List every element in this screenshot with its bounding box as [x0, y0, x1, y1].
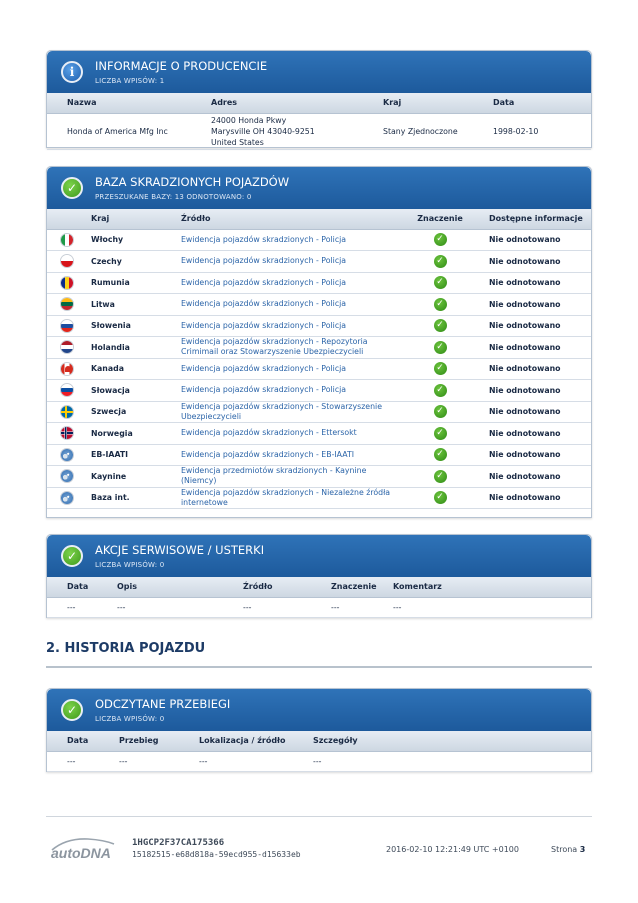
check-icon: ✓	[434, 405, 447, 418]
info-text: Nie odnotowano	[485, 294, 591, 316]
check-icon: ✓	[434, 470, 447, 483]
producer-address	[207, 113, 379, 149]
check-circle-icon: ✓	[61, 699, 83, 721]
source-text: Ewidencja pojazdów skradzionych - Policja	[177, 251, 395, 273]
source-text: Ewidencja pojazdów skradzionych - EB-IAATI	[177, 444, 395, 466]
mileage-location: ---	[195, 751, 309, 771]
stolen-panel	[46, 166, 592, 518]
check-icon: ✓	[434, 233, 447, 246]
col-header-date: Data	[47, 577, 113, 597]
col-header-comment: Komentarz	[389, 577, 591, 597]
col-header-source: Źródło	[177, 209, 395, 229]
footer-report-id: 15182515-e68d818a-59ecd955-d15633eb	[132, 850, 301, 859]
producer-panel-header	[47, 51, 591, 93]
check-icon: ✓	[434, 362, 447, 375]
col-header-country: Kraj	[379, 93, 489, 113]
producer-panel-subtitle: LICZBA WPISÓW: 1	[95, 77, 165, 85]
mileage-value: ---	[115, 751, 195, 771]
stolen-table	[47, 209, 591, 509]
source-text: Ewidencja pojazdów skradzionych - Policja	[177, 229, 395, 251]
flag-cell	[47, 315, 87, 337]
col-header-name: Nazwa	[47, 93, 207, 113]
footer-divider	[46, 816, 592, 817]
flag-cell	[47, 251, 87, 273]
significance-cell	[395, 272, 485, 294]
col-header-details: Szczegóły	[309, 731, 591, 751]
country-name: Szwecja	[87, 401, 177, 423]
table-row	[47, 229, 591, 251]
info-text: Nie odnotowano	[485, 251, 591, 273]
country-name: Kanada	[87, 358, 177, 380]
info-text: Nie odnotowano	[485, 358, 591, 380]
recall-description: ---	[113, 597, 239, 617]
flag-cell	[47, 401, 87, 423]
table-row	[47, 315, 591, 337]
flag-cell	[47, 444, 87, 466]
country-name: Słowenia	[87, 315, 177, 337]
source-text: Ewidencja pojazdów skradzionych - Stowarzyszenie Ubezpieczycieli	[177, 401, 395, 423]
producer-date: 1998-02-10	[489, 113, 591, 149]
significance-cell	[395, 251, 485, 273]
recalls-panel-subtitle: LICZBA WPISÓW: 0	[95, 561, 165, 569]
country-name: Holandia	[87, 337, 177, 359]
check-icon: ✓	[434, 319, 447, 332]
table-row	[47, 251, 591, 273]
country-name: Słowacja	[87, 380, 177, 402]
table-row	[47, 423, 591, 445]
mileage-table	[47, 731, 591, 772]
flag-cz-icon	[60, 254, 74, 268]
source-text: Ewidencja pojazdów skradzionych - Policja	[177, 272, 395, 294]
check-icon: ✓	[434, 491, 447, 504]
check-circle-icon: ✓	[61, 545, 83, 567]
col-header-mileage: Przebieg	[115, 731, 195, 751]
table-row	[47, 597, 591, 617]
significance-cell	[395, 444, 485, 466]
significance-cell	[395, 380, 485, 402]
section-title: 2. HISTORIA POJAZDU	[46, 641, 206, 656]
mileage-details: ---	[309, 751, 591, 771]
mileage-panel	[46, 688, 592, 772]
significance-cell	[395, 315, 485, 337]
flag-cell	[47, 337, 87, 359]
flag-cell	[47, 358, 87, 380]
country-name: EB-IAATI	[87, 444, 177, 466]
check-icon: ✓	[434, 341, 447, 354]
info-text: Nie odnotowano	[485, 444, 591, 466]
info-text: Nie odnotowano	[485, 337, 591, 359]
mileage-panel-subtitle: LICZBA WPISÓW: 0	[95, 715, 165, 723]
col-header-country: Kraj	[87, 209, 177, 229]
stolen-panel-title: BAZA SKRADZIONYCH POJAZDÓW	[95, 175, 290, 189]
flag-globe-icon	[60, 469, 74, 483]
table-row	[47, 466, 591, 488]
country-name: Czechy	[87, 251, 177, 273]
section-divider	[46, 666, 592, 668]
table-row	[47, 337, 591, 359]
autodna-logo	[48, 836, 118, 862]
flag-ro-icon	[60, 276, 74, 290]
address-line-3: United States	[211, 137, 264, 147]
flag-lt-icon	[60, 297, 74, 311]
col-header-significance: Znaczenie	[327, 577, 389, 597]
source-text: Ewidencja pojazdów skradzionych - Policja	[177, 315, 395, 337]
source-text: Ewidencja pojazdów skradzionych - Policja	[177, 358, 395, 380]
country-name: Kaynine	[87, 466, 177, 488]
flag-cell	[47, 487, 87, 509]
significance-cell	[395, 358, 485, 380]
check-icon: ✓	[434, 255, 447, 268]
table-row	[47, 294, 591, 316]
page-label: Strona	[551, 845, 578, 854]
info-text: Nie odnotowano	[485, 401, 591, 423]
table-row	[47, 751, 591, 771]
footer-datetime: 2016-02-10 12:21:49 UTC +0100	[386, 845, 519, 854]
significance-cell	[395, 466, 485, 488]
recall-source: ---	[239, 597, 327, 617]
col-header-info: Dostępne informacje	[485, 209, 591, 229]
flag-globe-icon	[60, 448, 74, 462]
recall-comment: ---	[389, 597, 591, 617]
flag-cell	[47, 423, 87, 445]
info-text: Nie odnotowano	[485, 380, 591, 402]
significance-cell	[395, 229, 485, 251]
producer-country: Stany Zjednoczone	[379, 113, 489, 149]
recalls-panel	[46, 534, 592, 618]
significance-cell	[395, 294, 485, 316]
info-text: Nie odnotowano	[485, 466, 591, 488]
country-name: Rumunia	[87, 272, 177, 294]
info-text: Nie odnotowano	[485, 423, 591, 445]
flag-it-icon	[60, 233, 74, 247]
recalls-table	[47, 577, 591, 618]
source-text: Ewidencja pojazdów skradzionych - Policja	[177, 380, 395, 402]
flag-sk-icon	[60, 383, 74, 397]
mileage-panel-title: ODCZYTANE PRZEBIEGI	[95, 697, 231, 711]
col-header-date: Data	[489, 93, 591, 113]
flag-cell	[47, 466, 87, 488]
flag-si-icon	[60, 319, 74, 333]
info-text: Nie odnotowano	[485, 315, 591, 337]
flag-globe-icon	[60, 491, 74, 505]
flag-cell	[47, 229, 87, 251]
flag-cell	[47, 380, 87, 402]
table-row	[47, 380, 591, 402]
stolen-panel-header	[47, 167, 591, 209]
significance-cell	[395, 337, 485, 359]
table-row	[47, 113, 591, 149]
significance-cell	[395, 401, 485, 423]
address-line-2: Marysville OH 43040-9251	[211, 126, 315, 136]
info-text: Nie odnotowano	[485, 229, 591, 251]
check-icon: ✓	[434, 448, 447, 461]
recall-significance: ---	[327, 597, 389, 617]
page-number: 3	[579, 845, 586, 854]
flag-cell	[47, 294, 87, 316]
table-row	[47, 487, 591, 509]
country-name: Litwa	[87, 294, 177, 316]
source-text: Ewidencja przedmiotów skradzionych - Kaynine (Niemcy)	[177, 466, 395, 488]
info-text: Nie odnotowano	[485, 272, 591, 294]
check-icon: ✓	[434, 427, 447, 440]
footer-page	[551, 845, 585, 854]
col-header-source: Źródło	[239, 577, 327, 597]
flag-no-icon	[60, 426, 74, 440]
country-name: Baza int.	[87, 487, 177, 509]
country-name: Włochy	[87, 229, 177, 251]
col-header-address: Adres	[207, 93, 379, 113]
producer-panel-title: INFORMACJE O PRODUCENCIE	[95, 59, 268, 73]
source-text: Ewidencja pojazdów skradzionych - Repozytoria Crimimail oraz Stowarzyszenie Ubezpieczycieli	[177, 337, 395, 359]
mileage-panel-header	[47, 689, 591, 731]
recalls-panel-header	[47, 535, 591, 577]
flag-cell	[47, 272, 87, 294]
col-header-significance: Znaczenie	[395, 209, 485, 229]
check-circle-icon: ✓	[61, 177, 83, 199]
source-text: Ewidencja pojazdów skradzionych - Niezależne źródła internetowe	[177, 487, 395, 509]
source-text: Ewidencja pojazdów skradzionych - Policja	[177, 294, 395, 316]
check-icon: ✓	[434, 276, 447, 289]
col-header-date: Data	[47, 731, 115, 751]
stolen-panel-subtitle: PRZESZUKANE BAZY: 13 ODNOTOWANO: 0	[95, 193, 252, 201]
significance-cell	[395, 487, 485, 509]
recalls-panel-title: AKCJE SERWISOWE / USTERKI	[95, 543, 265, 557]
table-row	[47, 358, 591, 380]
table-row	[47, 401, 591, 423]
info-icon: i	[61, 61, 83, 83]
logo-text: autoDNA	[51, 845, 111, 861]
significance-cell	[395, 423, 485, 445]
address-line-1: 24000 Honda Pkwy	[211, 115, 287, 125]
info-text: Nie odnotowano	[485, 487, 591, 509]
source-text: Ewidencja pojazdów skradzionych - Ettersokt	[177, 423, 395, 445]
table-row	[47, 444, 591, 466]
col-header-location: Lokalizacja / źródło	[195, 731, 309, 751]
check-icon: ✓	[434, 298, 447, 311]
col-header-description: Opis	[113, 577, 239, 597]
country-name: Norwegia	[87, 423, 177, 445]
flag-se-icon	[60, 405, 74, 419]
producer-table	[47, 93, 591, 150]
flag-ca-icon	[60, 362, 74, 376]
mileage-date: ---	[47, 751, 115, 771]
producer-panel	[46, 50, 592, 148]
stolen-rows	[47, 229, 591, 509]
check-icon: ✓	[434, 384, 447, 397]
recall-date: ---	[47, 597, 113, 617]
flag-nl-icon	[60, 340, 74, 354]
footer-vin: 1HGCP2F37CA175366	[132, 838, 225, 848]
producer-name: Honda of America Mfg Inc	[47, 113, 207, 149]
table-row	[47, 272, 591, 294]
